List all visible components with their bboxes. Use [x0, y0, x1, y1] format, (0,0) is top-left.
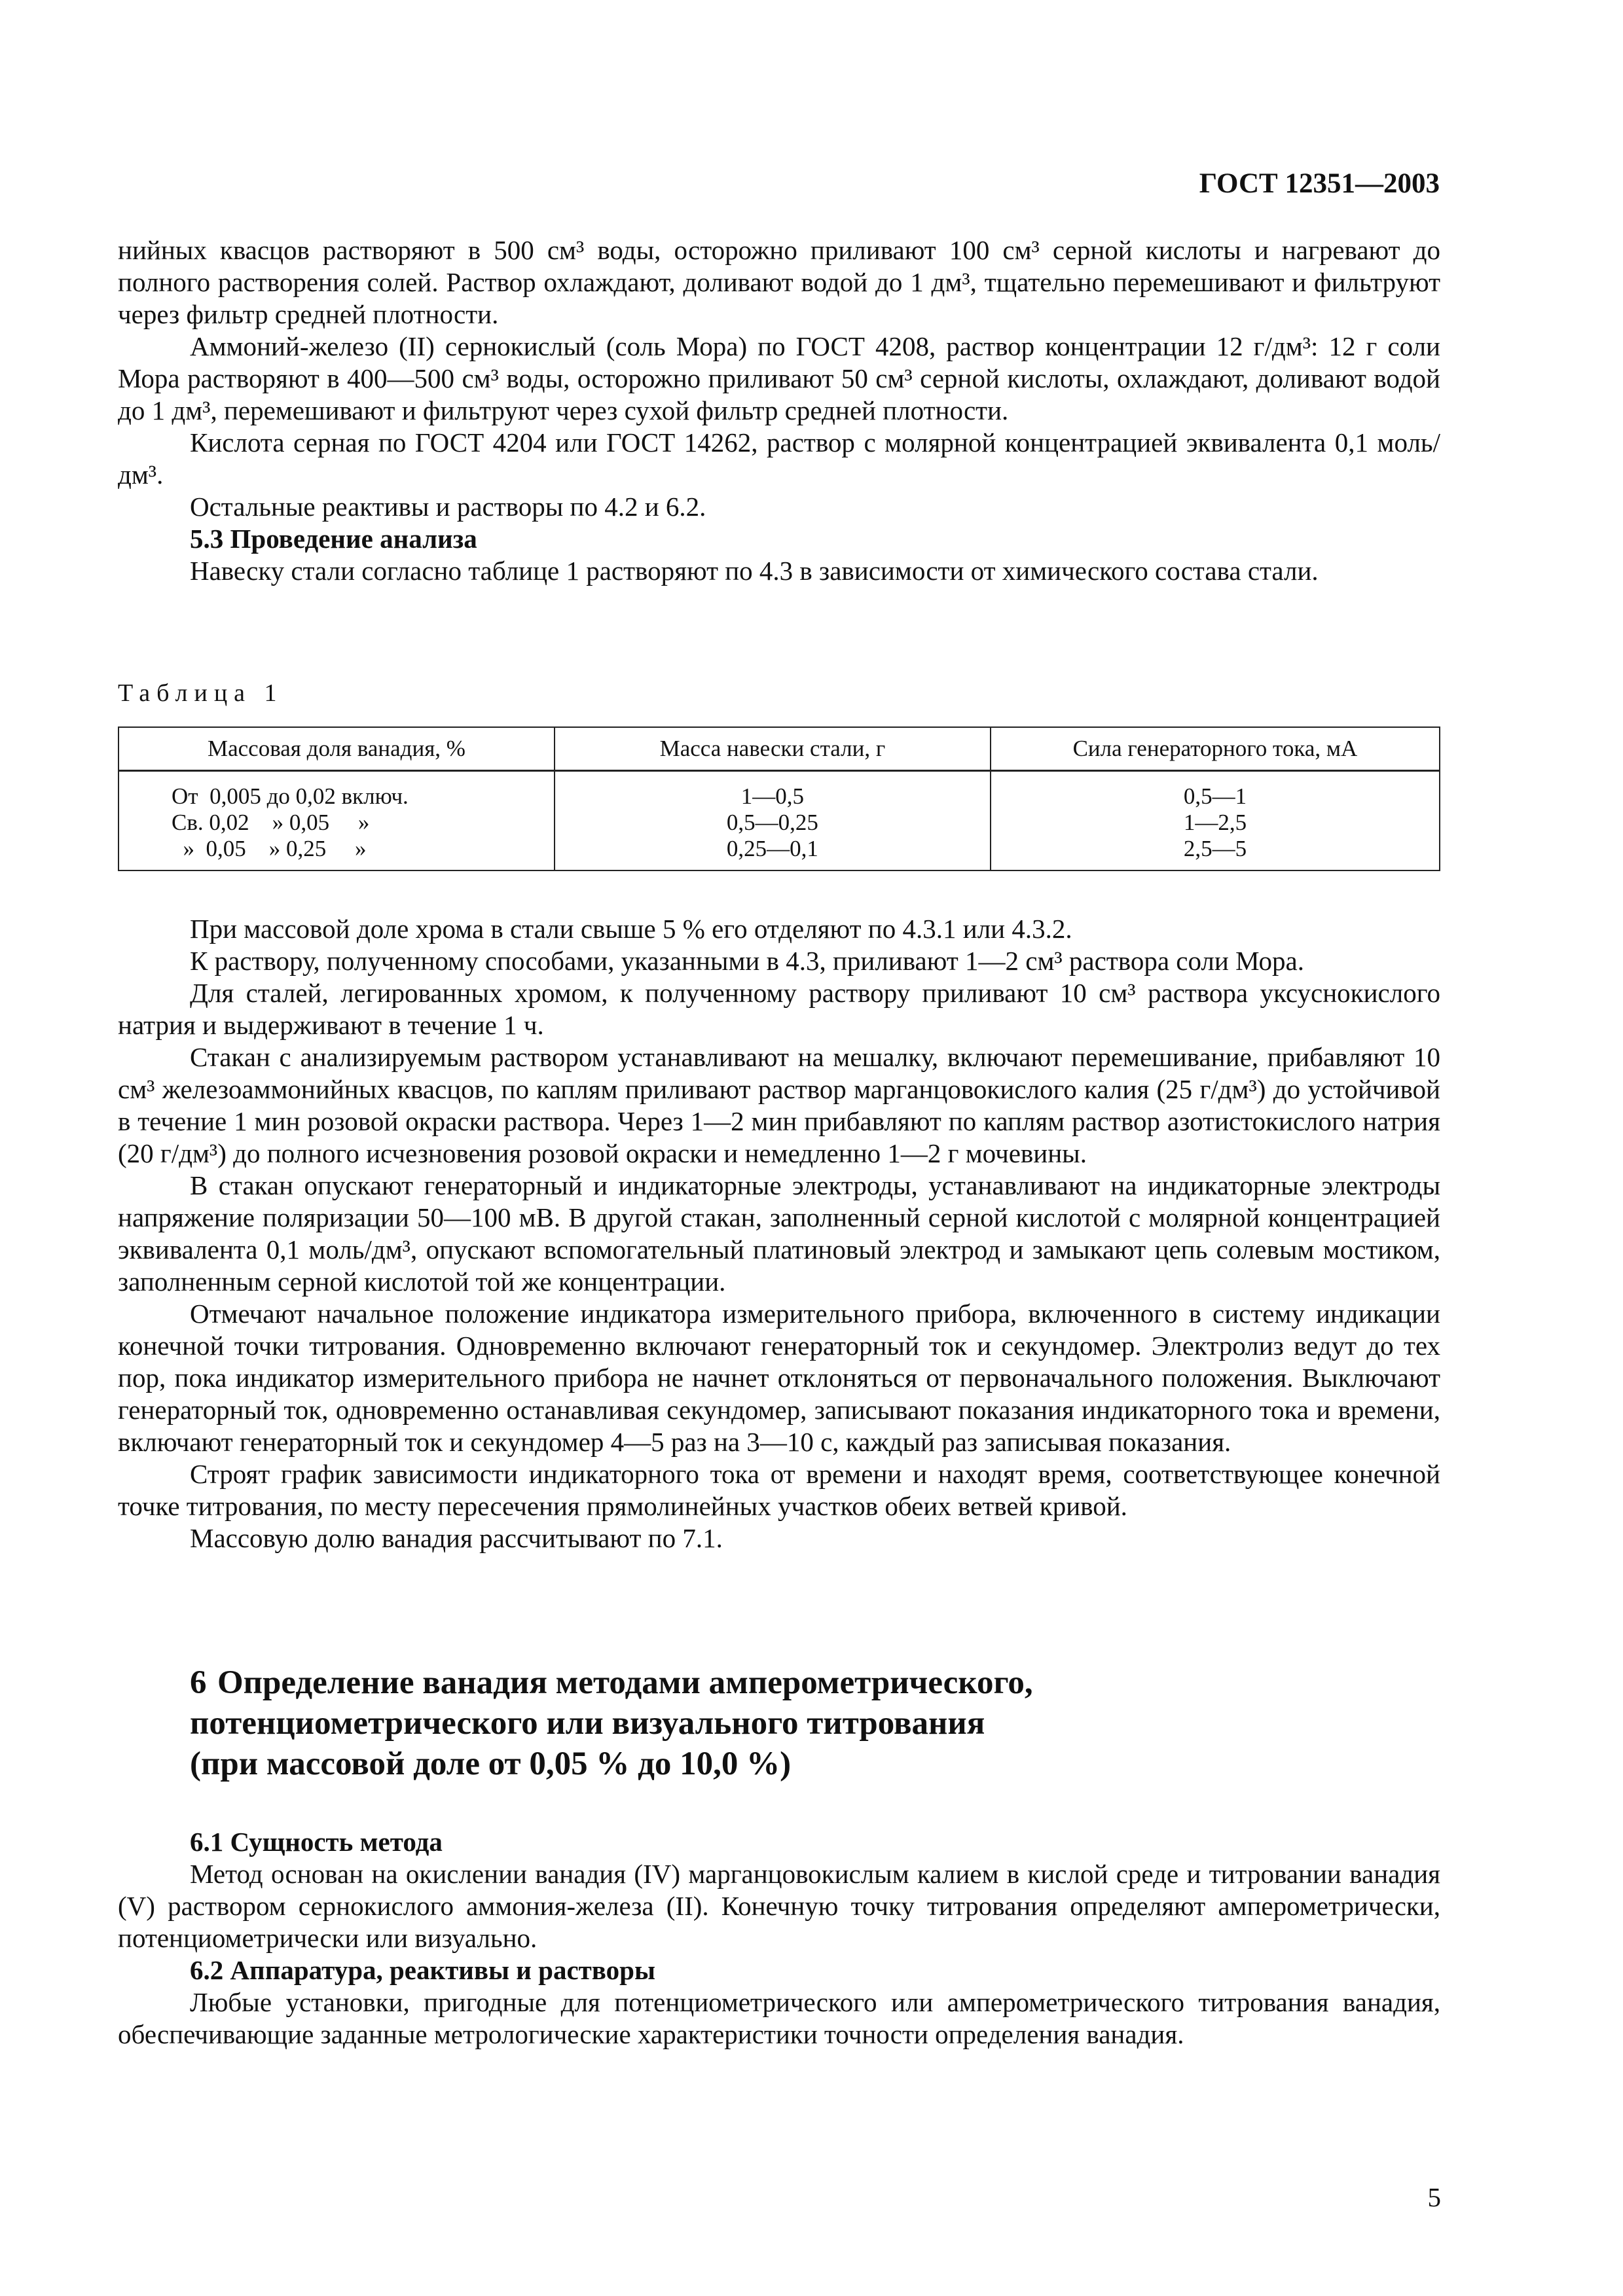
paragraph-sulfuric-acid: Кислота серная по ГОСТ 4204 или ГОСТ 14262, раствор с молярной концентрацией эквивалента 0,1 моль/дм³. — [118, 427, 1440, 490]
paragraph-mohr-addition: К раствору, полученному способами, указанными в 4.3, приливают 1—2 см³ раствора соли Мора. — [190, 946, 1304, 976]
table-cell: 1—0,5 — [555, 771, 991, 810]
table-cell: От 0,005 до 0,02 включ. — [119, 771, 555, 810]
paragraph-method-essence: Метод основан на окислении ванадия (IV) марганцовокислым калием в кислой среде и титровании ванадия (V) раствором сернокислого аммония-железа (II). Конечную точку титрования определяют амперометрически, потенциометрически или визуально. — [118, 1859, 1440, 1953]
paragraph-chromium: При массовой доле хрома в стали свыше 5 % его отделяют по 4.3.1 или 4.3.2. — [190, 914, 1072, 944]
section-6-title-line3: (при массовой доле от 0,05 % до 10,0 %) — [190, 1746, 792, 1782]
section-6-text-block — [118, 1826, 1440, 2051]
subsection-heading-6-2: 6.2 Аппаратура, реактивы и растворы — [190, 1955, 655, 1985]
paragraph-apparatus: Любые установки, пригодные для потенциометрического или амперометрического титрования ванадия, обеспечивающие заданные метрологические характеристики точности определения ванадия. — [118, 1987, 1440, 2049]
table-row — [119, 836, 1440, 870]
page-number: 5 — [1427, 2182, 1441, 2212]
section-6-title-line2: потенциометрического или визуального титрования — [190, 1705, 985, 1742]
bottom-text-block — [118, 913, 1440, 1554]
table-cell: 0,25—0,1 — [555, 836, 991, 870]
table-cell: Св. 0,02 » 0,05 » — [119, 810, 555, 836]
table-header-vanadium: Массовая доля ванадия, % — [119, 727, 555, 771]
paragraph-sample: Навеску стали согласно таблице 1 растворяют по 4.3 в зависимости от химического состава стали. — [190, 556, 1319, 586]
paragraph-graph: Строят график зависимости индикаторного тока от времени и находят время, соответствующее конечной точке титрования, по месту пересечения прямолинейных участков обеих ветвей кривой. — [118, 1459, 1440, 1521]
table-cell: » 0,05 » 0,25 » — [119, 836, 555, 870]
subsection-heading-6-1: 6.1 Сущность метода — [190, 1827, 443, 1857]
paragraph-mohr-salt: Аммоний-железо (II) сернокислый (соль Мора) по ГОСТ 4208, раствор концентрации 12 г/дм³: 12 г соли Мора растворяют в 400—500 см³ воды, осторожно приливают 50 см³ серной кислоты, охлаждают, доливают водой до 1 дм³, перемешивают и фильтруют через сухой фильтр средней плотности. — [118, 331, 1440, 425]
top-text-block — [118, 234, 1440, 587]
paragraph-calculation: Массовую долю ванадия рассчитывают по 7.1. — [190, 1523, 723, 1553]
paragraph-chromium-steels: Для сталей, легированных хромом, к полученному раствору приливают 10 см³ раствора уксуснокислого натрия и выдерживают в течение 1 ч. — [118, 978, 1440, 1040]
table-row — [119, 771, 1440, 810]
table-cell: 0,5—1 — [991, 771, 1440, 810]
section-6-title-line1: Определение ванадия методами амперометрического, — [217, 1664, 1033, 1701]
table-header-sample-mass: Масса навески стали, г — [555, 727, 991, 771]
paragraph-continuation: нийных квасцов растворяют в 500 см³ воды, осторожно приливают 100 см³ серной кислоты и нагревают до полного растворения солей. Раствор охлаждают, доливают водой до 1 дм³, тщательно перемешивают и фильтруют через фильтр средней плотности. — [118, 235, 1440, 329]
table-cell: 2,5—5 — [991, 836, 1440, 870]
table-header-current: Сила генераторного тока, мА — [991, 727, 1440, 771]
table-cell: 0,5—0,25 — [555, 810, 991, 836]
section-6-heading — [190, 1662, 1368, 1784]
subsection-heading-5-3: 5.3 Проведение анализа — [190, 524, 477, 554]
table-header-row — [119, 727, 1440, 771]
table-cell: 1—2,5 — [991, 810, 1440, 836]
paragraph-stirrer: Стакан с анализируемым раствором устанавливают на мешалку, включают перемешивание, прибавляют 10 см³ железоаммонийных квасцов, по каплям приливают раствор марганцовокислого калия (25 г/дм³) до устойчивой в течение 1 мин розовой окраски раствора. Через 1—2 мин прибавляют по каплям раствор азотистокислого натрия (20 г/дм³) до полного исчезновения розовой окраски и немедленно 1—2 г мочевины. — [118, 1042, 1440, 1168]
table-1 — [118, 726, 1440, 871]
table-row — [119, 810, 1440, 836]
paragraph-other-reagents: Остальные реактивы и растворы по 4.2 и 6.2. — [190, 492, 706, 522]
paragraph-electrodes: В стакан опускают генераторный и индикаторные электроды, устанавливают на индикаторные электроды напряжение поляризации 50—100 мВ. В другой стакан, заполненный серной кислотой с молярной концентрацией эквивалента 0,1 моль/дм³, опускают вспомогательный платиновый электрод и замыкают цепь солевым мостиком, заполненным серной кислотой той же концентрации. — [118, 1170, 1440, 1297]
table-caption: Таблица 1 — [118, 679, 283, 707]
paragraph-electrolysis: Отмечают начальное положение индикатора измерительного прибора, включенного в систему индикации конечной точки титрования. Одновременно включают генераторный ток и секундомер. Электролиз ведут до тех пор, пока индикатор измерительного прибора не начнет отклоняться от первоначального положения. Выключают генераторный ток, одновременно останавливая секундомер, записывают показания индикаторного тока и времени, включают генераторный ток и секундомер 4—5 раз на 3—10 с, каждый раз записывая показания. — [118, 1299, 1440, 1457]
section-6-number: 6 — [190, 1664, 207, 1701]
document-header-code: ГОСТ 12351—2003 — [1199, 168, 1440, 199]
